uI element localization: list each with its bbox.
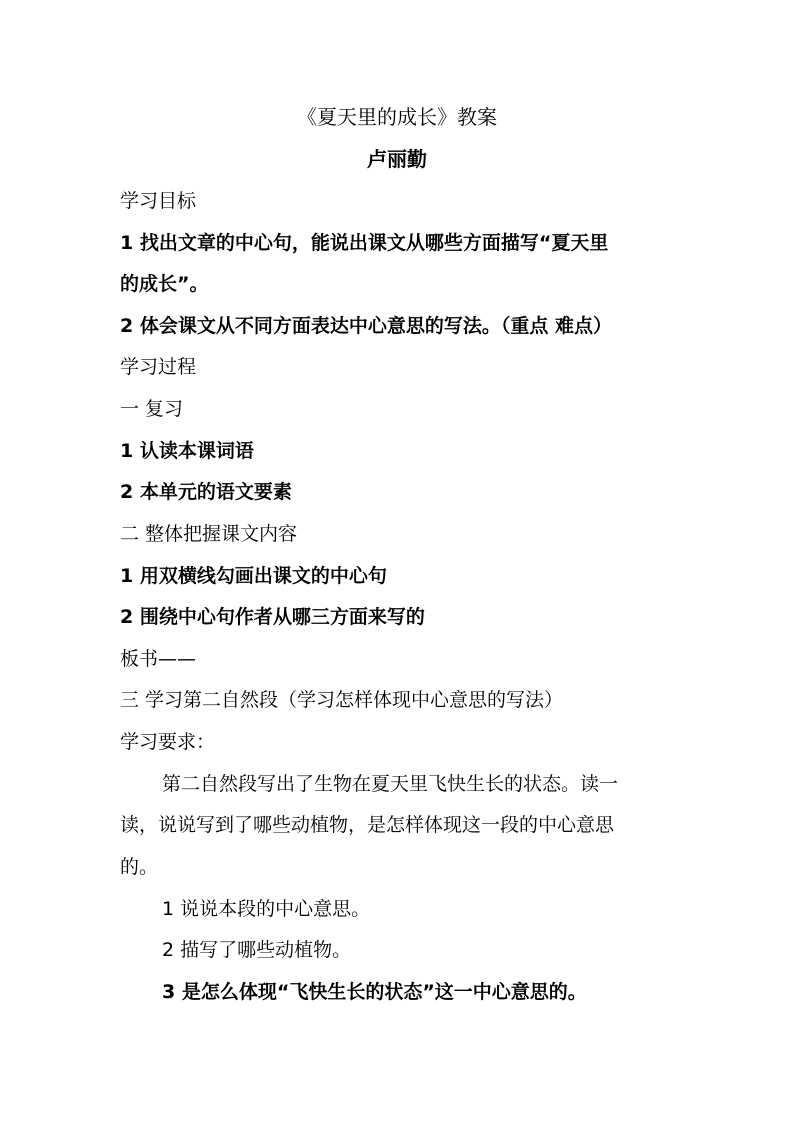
- part-2-item-2: 2 围绕中心句作者从哪三方面来写的: [120, 606, 425, 628]
- paragraph-line-1: 第二自然段写出了生物在夏天里飞快生长的状态。读一: [162, 773, 619, 795]
- goal-1-line-1: 1 找出文章的中心句，能说出课文从哪些方面描写“夏天里: [120, 232, 609, 254]
- goal-2: 2 体会课文从不同方面表达中心意思的写法。（重点 难点）: [120, 315, 612, 337]
- requirements-heading: 学习要求：: [120, 731, 216, 753]
- part-1-item-2: 2 本单元的语文要素: [120, 481, 292, 503]
- requirement-3: 3 是怎么体现“飞快生长的状态”这一中心意思的。: [162, 981, 587, 1003]
- part-2-item-1: 1 用双横线勾画出课文的中心句: [120, 565, 387, 587]
- process-heading: 学习过程: [120, 356, 197, 378]
- part-1-heading: 一 复习: [120, 398, 184, 420]
- paragraph-line-2: 读，说说写到了哪些动植物，是怎样体现这一段的中心意思: [120, 814, 615, 836]
- part-1-item-1: 1 认读本课词语: [120, 440, 254, 462]
- part-2-heading: 二 整体把握课文内容: [120, 523, 298, 545]
- goals-heading: 学习目标: [120, 190, 197, 212]
- document-title: 《夏天里的成长》教案: [297, 105, 497, 129]
- requirement-1: 1 说说本段的中心意思。: [162, 898, 371, 920]
- board-note: 板书——: [120, 648, 197, 670]
- goal-1-line-2: 的成长”。: [120, 273, 209, 295]
- paragraph-line-3: 的。: [120, 856, 159, 878]
- requirement-2: 2 描写了哪些动植物。: [162, 939, 352, 961]
- author-name: 卢丽勤: [367, 147, 427, 171]
- part-3-heading: 三 学习第二自然段（学习怎样体现中心意思的写法）: [120, 689, 564, 711]
